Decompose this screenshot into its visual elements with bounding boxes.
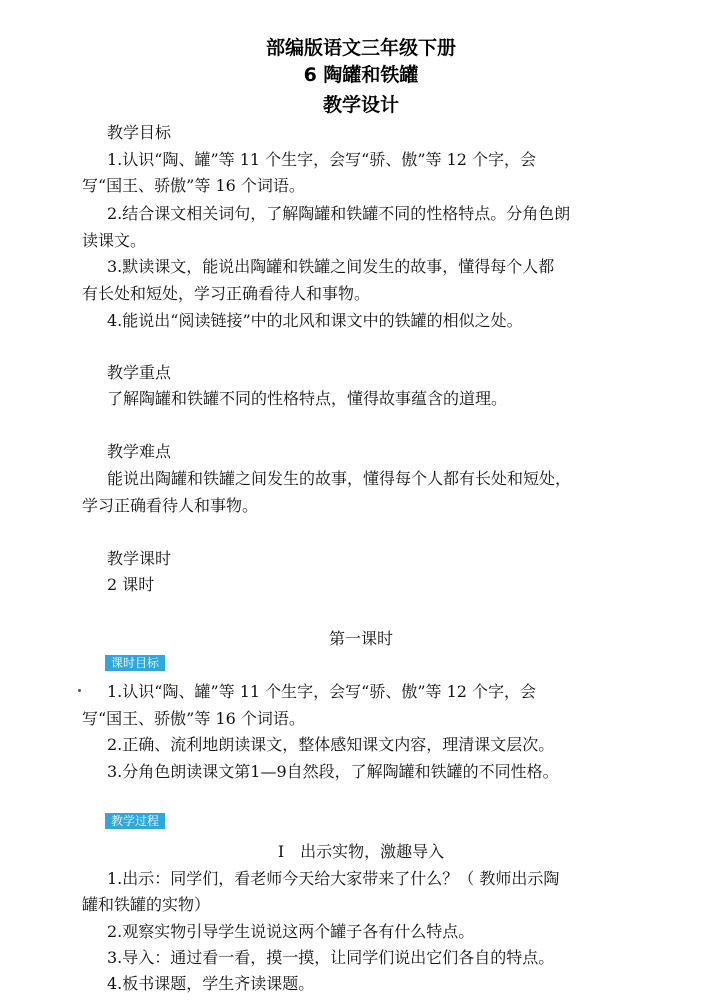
step-2: 2.观察实物引导学生说说这两个罐子各有什么特点。 (107, 922, 475, 941)
step-1-line1: 1.出示：同学们，看老师今天给大家带来了什么？（ 教师出示陶 (107, 869, 560, 888)
step-1-line2: 罐和铁罐的实物） (82, 895, 211, 914)
goal-2-line2: 读课文。 (82, 231, 147, 250)
section-title: 出示实物，激趣导入 (300, 842, 445, 861)
lesson-goal-2: 2.正确、流利地朗读课文，整体感知课文内容，理清课文层次。 (107, 735, 555, 754)
difficulties-line2: 学习正确看待人和事物。 (82, 496, 259, 515)
doc-subtitle: 教学设计 (322, 94, 399, 116)
lesson1-title: 第一课时 (328, 629, 393, 648)
goal-1-line1: 1.认识“陶、罐”等 11 个生字，会写“骄、傲”等 12 个字，会 (107, 150, 537, 169)
goals-heading: 教学目标 (107, 123, 172, 142)
difficulties-line1: 能说出陶罐和铁罐之间发生的故事，懂得每个人都有长处和短处， (107, 469, 572, 488)
goal-1-line2: 写“国王、骄傲”等 16 个词语。 (82, 176, 305, 195)
section-heading (0, 842, 722, 862)
periods-heading: 教学课时 (107, 549, 172, 568)
key-points-text: 了解陶罐和铁罐不同的性格特点，懂得故事蕴含的道理。 (107, 389, 508, 408)
lesson-goals-tag: 课时目标 (105, 655, 165, 671)
lesson-goal-3: 3.分角色朗读课文第1—9自然段，了解陶罐和铁罐的不同性格。 (107, 762, 559, 781)
goal-3-line2: 有长处和短处，学习正确看待人和事物。 (82, 284, 371, 303)
lesson-goal-1-line2: 写“国王、骄傲”等 16 个词语。 (82, 709, 305, 728)
periods-value: 2 课时 (107, 575, 155, 594)
lesson-goal-1-line1: 1.认识“陶、罐”等 11 个生字，会写“骄、傲”等 12 个字，会 (107, 682, 537, 701)
step-3: 3.导入：通过看一看，摸一摸，让同学们说出它们各自的特点。 (107, 948, 555, 967)
key-points-heading: 教学重点 (107, 363, 172, 382)
goal-2-line1: 2.结合课文相关词句，了解陶罐和铁罐不同的性格特点。分角色朗 (107, 204, 571, 223)
goal-4-line1: 4.能说出“阅读链接”中的北风和课文中的铁罐的相似之处。 (107, 311, 523, 330)
lesson-title: 6 陶罐和铁罐 (303, 64, 419, 86)
difficulties-heading: 教学难点 (107, 442, 172, 461)
step-4: 4.板书课题，学生齐读课题。 (107, 974, 315, 993)
bullet-mark (78, 689, 81, 692)
section-number: Ⅰ (277, 842, 285, 861)
goal-3-line1: 3.默读课文，能说出陶罐和铁罐之间发生的故事，懂得每个人都 (107, 257, 555, 276)
process-tag: 教学过程 (105, 813, 165, 829)
doc-title: 部编版语文三年级下册 (265, 37, 456, 59)
